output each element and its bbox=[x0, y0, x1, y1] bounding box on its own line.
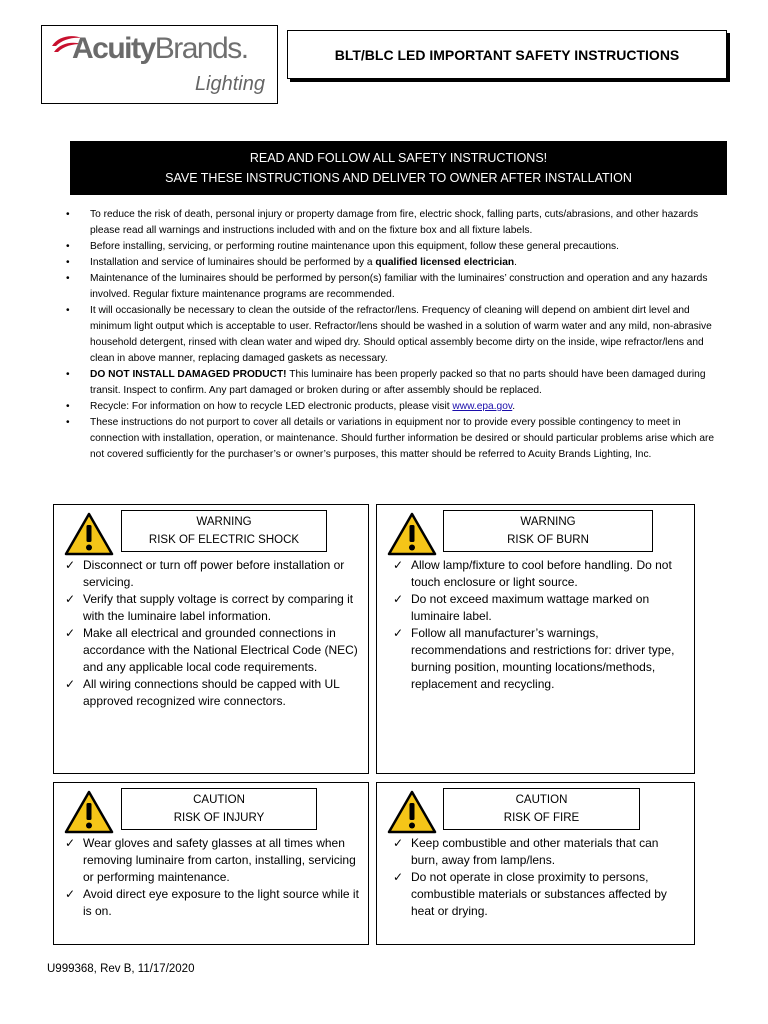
list-item: • Installation and service of luminaires should be performed by a qualified licensed electrician. bbox=[66, 257, 517, 268]
safety-banner bbox=[70, 141, 727, 195]
list-item: ✓ Disconnect or turn off power before installation or servicing. bbox=[65, 558, 345, 589]
warning-triangle-icon bbox=[387, 790, 437, 834]
list-item: • These instructions do not purport to cover all details or variations in equipment nor to provide every possible contingency to meet in connection with installation, operation, or maintenance. Should further information be desired or should particular problems arise which are not covered sufficiently for the purchaser’s or owner’s purposes, this matter should be referred to Acuity Brands Lighting, Inc. bbox=[66, 417, 715, 460]
checkmark-icon: ✓ bbox=[65, 592, 76, 606]
list-item: • Before installing, servicing, or performing routine maintenance upon this equipment, follow these general precautions. bbox=[66, 241, 619, 252]
panel-heading: CAUTION RISK OF FIRE bbox=[443, 788, 640, 830]
document-revision: U999368, Rev B, 11/17/2020 bbox=[47, 963, 195, 975]
general-instructions-list bbox=[65, 207, 715, 463]
list-item: ✓ Allow lamp/fixture to cool before handling. Do not touch enclosure or light source. bbox=[393, 558, 672, 589]
document-title: BLT/BLC LED IMPORTANT SAFETY INSTRUCTIONS bbox=[287, 30, 727, 79]
panel-burn bbox=[376, 504, 695, 774]
checkmark-icon: ✓ bbox=[393, 558, 404, 572]
list-item: • Recycle: For information on how to recycle LED electronic products, please visit www.epa.gov. bbox=[66, 401, 516, 412]
checkmark-icon: ✓ bbox=[65, 887, 76, 901]
list-item: • It will occasionally be necessary to clean the outside of the refractor/lens. Frequency of cleaning will depend on ambient dirt level and minimum light output which is acceptable to user. Refractor/lens should be washed in a solution of warm water and any mild, non-abrasive household detergent, rinsed with clean water and wiped dry. Should optical assembly become dirty on the inside, wipe refractor/lens and clean in above manner, replacing damaged gaskets as necessary. bbox=[66, 305, 712, 364]
panel-checklist bbox=[59, 557, 359, 710]
checkmark-icon: ✓ bbox=[393, 626, 404, 640]
warning-triangle-icon bbox=[387, 512, 437, 556]
panel-heading: WARNING RISK OF ELECTRIC SHOCK bbox=[121, 510, 327, 552]
epa-link[interactable]: www.epa.gov bbox=[452, 401, 513, 412]
list-item: ✓ Keep combustible and other materials that can burn, away from lamp/lens. bbox=[393, 836, 659, 867]
warning-triangle-icon bbox=[64, 790, 114, 834]
checkmark-icon: ✓ bbox=[65, 836, 76, 850]
checkmark-icon: ✓ bbox=[393, 870, 404, 884]
panel-heading: WARNING RISK OF BURN bbox=[443, 510, 653, 552]
logo-wordmark: AcuityBrands. bbox=[72, 32, 248, 65]
list-item: ✓ Do not exceed maximum wattage marked on luminaire label. bbox=[393, 592, 650, 623]
list-item: • Maintenance of the luminaires should be performed by person(s) familiar with the luminaires’ construction and operation and any hazards involved. Regular fixture maintenance programs are recommended. bbox=[66, 273, 708, 300]
banner-line-2: SAVE THESE INSTRUCTIONS AND DELIVER TO OWNER AFTER INSTALLATION bbox=[165, 171, 632, 185]
panel-checklist bbox=[387, 557, 687, 693]
panel-fire bbox=[376, 782, 695, 945]
document-title-box bbox=[287, 30, 730, 82]
panel-checklist bbox=[59, 835, 359, 920]
checkmark-icon: ✓ bbox=[65, 558, 76, 572]
panel-injury bbox=[53, 782, 369, 945]
checkmark-icon: ✓ bbox=[65, 677, 76, 691]
checkmark-icon: ✓ bbox=[393, 836, 404, 850]
list-item: • DO NOT INSTALL DAMAGED PRODUCT! This luminaire has been properly packed so that no parts should have been damaged during transit. Inspect to confirm. Any part damaged or broken during or after assembly should be replaced. bbox=[66, 369, 706, 396]
list-item: • To reduce the risk of death, personal injury or property damage from fire, electric shock, falling parts, cuts/abrasions, and other hazards please read all warnings and instructions included with and on the fixture box and all fixture labels. bbox=[66, 209, 699, 236]
panel-heading: CAUTION RISK OF INJURY bbox=[121, 788, 317, 830]
list-item: ✓ Make all electrical and grounded connections in accordance with the National Electrical Code (NEC) and any applicable local code requirements. bbox=[65, 626, 358, 674]
list-item: ✓ Wear gloves and safety glasses at all times when removing luminaire from carton, installing, servicing or performing maintenance. bbox=[65, 836, 356, 884]
banner-line-1: READ AND FOLLOW ALL SAFETY INSTRUCTIONS! bbox=[249, 151, 548, 165]
list-item: ✓ Do not operate in close proximity to persons, combustible materials or substances affected by heat or drying. bbox=[393, 870, 667, 918]
checkmark-icon: ✓ bbox=[393, 592, 404, 606]
list-item: ✓ Follow all manufacturer’s warnings, recommendations and restrictions for: driver type, burning position, mounting locations/methods, replacement and recycling. bbox=[393, 626, 675, 691]
company-logo bbox=[41, 25, 278, 104]
panel-checklist bbox=[387, 835, 687, 920]
panel-electric-shock bbox=[53, 504, 369, 774]
warning-triangle-icon bbox=[64, 512, 114, 556]
checkmark-icon: ✓ bbox=[65, 626, 76, 640]
list-item: ✓ Avoid direct eye exposure to the light source while it is on. bbox=[65, 887, 359, 918]
logo-subtitle: Lighting bbox=[194, 73, 265, 95]
list-item: ✓ All wiring connections should be capped with UL approved recognized wire connectors. bbox=[65, 677, 340, 708]
list-item: ✓ Verify that supply voltage is correct by comparing it with the luminaire label information. bbox=[65, 592, 354, 623]
